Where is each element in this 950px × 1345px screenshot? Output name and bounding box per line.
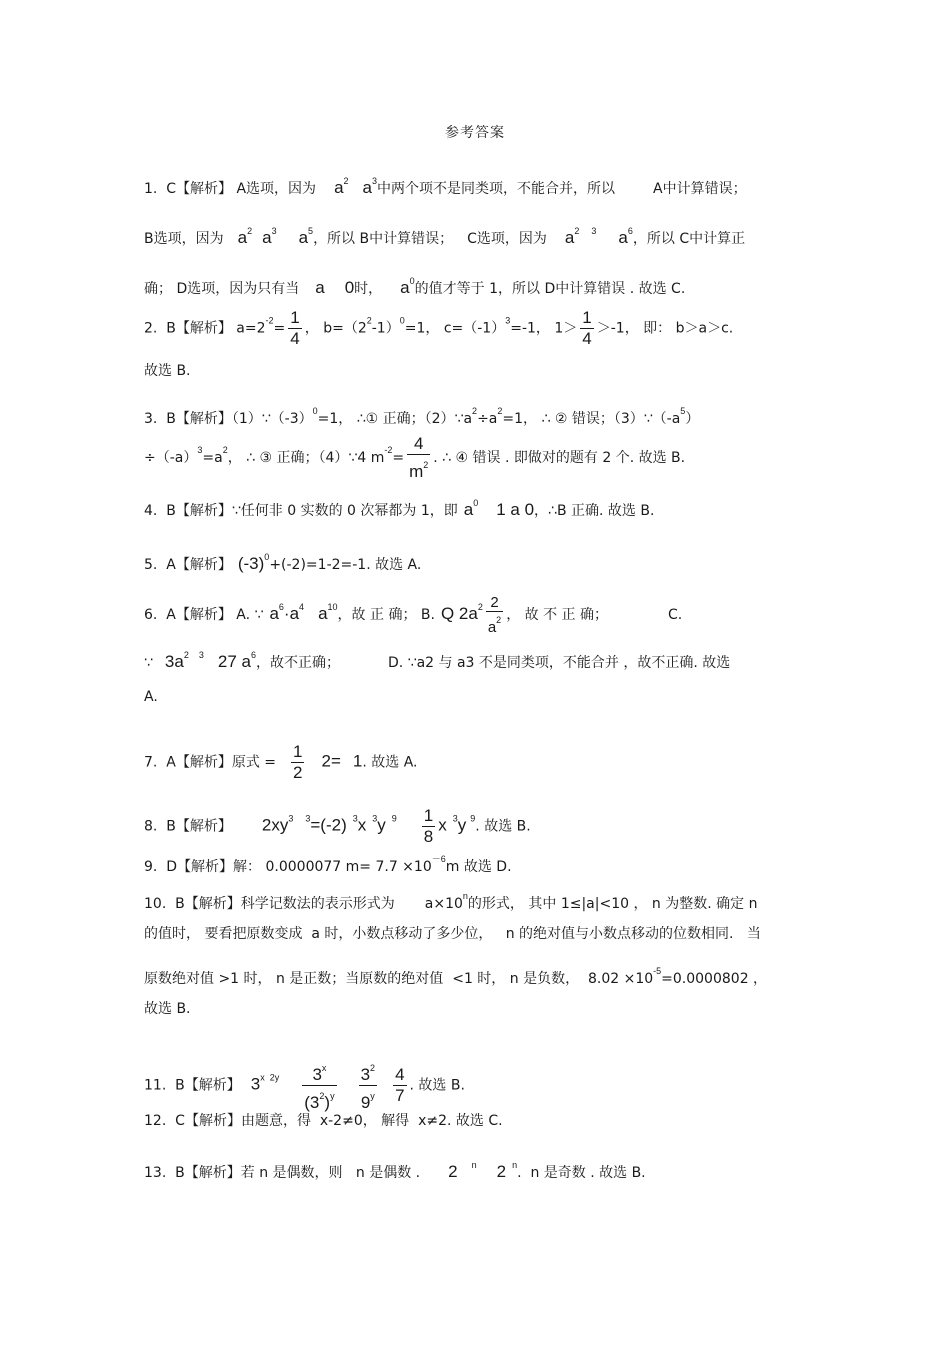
fraction: $\frac{2}{a^2}$ bbox=[487, 594, 502, 636]
answer-1-line-1: 1. C【解析】 A选项，因为 $a^2$ $a^3$中两个项不是同类项，不能合并，所以 A中计算错误； bbox=[144, 176, 747, 197]
fraction: $\frac{3^2}{9^y}$ bbox=[360, 1063, 376, 1112]
answer-11: 11. B【解析】 $3^{x 2y}$ $\frac{3^x}{(3^2)^y}$ $\frac{3^2}{9^y}$ $\frac{4}{7}$ . 故选 B. bbox=[144, 1058, 465, 1113]
fraction: $\frac{1}{4}$ bbox=[290, 308, 300, 348]
fraction: $\frac{1}{2}$ bbox=[293, 742, 303, 782]
answer-6-line-1: 6. A【解析】 A. ∵ $a^6\cdot a^4$ $a^{10}$，故 正 确； B. Q $2a^2$ $\frac{2}{a^2}$ ， 故 不 正 确； C. bbox=[144, 594, 683, 636]
answer-3-line-1: 3. B【解析】$(1)\because(-3)^0=1$， ∴① 正确；$(2)\because a^2\div a^2=1$， ∴ ② 错误；$(3)\because(-a^5)$ bbox=[144, 406, 700, 427]
fraction: $\frac{3^x}{(3^2)^y}$ bbox=[304, 1063, 335, 1112]
answer-1-line-3: 确； D选项，因为只有当 a 0时， $a^0$的值才等于 1，所以 D中计算错误 . 故选 C. bbox=[144, 276, 686, 297]
answer-8: 8. B【解析】 $2xy^3$ $^3$=(-2) $^3$x $^3$y $^9$ $\frac{1}{8}$ x $^3$y $^9$. 故选 B. bbox=[144, 806, 531, 846]
answer-10-line-1: 10. B【解析】科学记数法的表示形式为 $a\times 10^n$的形式， 其中 1≤|a|<10 ， n 为整数. 确定 n bbox=[144, 891, 758, 912]
answer-5: 5. A【解析】 $(-3)^0+(-2)=1-2=-1$. 故选 A. bbox=[144, 552, 422, 573]
answer-13: 13. B【解析】若 n 是偶数，则 n 是偶数 . 2 $^n$ 2 $^n$. n 是奇数 . 故选 B. bbox=[144, 1160, 646, 1181]
answer-6-line-3: A. bbox=[144, 689, 158, 705]
answer-4: 4. B【解析】∵任何非 0 实数的 0 次幂都为 1，即 $a^0$ 1 a 0，∴B 正确. 故选 B. bbox=[144, 498, 655, 519]
answer-3-line-2: $\div(-a)^3=a^2$， ∴ ③ 正确；（4）∵4 $m^{-2}=$ $\frac{4}{m^2}$ . ∴ ④ 错误 . 即做对的题有 2 个. 故选 B. bbox=[144, 434, 686, 481]
fraction: $\frac{1}{4}$ bbox=[582, 308, 592, 348]
answer-2-line-2: 故选 B. bbox=[144, 363, 191, 379]
answer-10-line-3: 原数绝对值 >1 时， n 是正数；当原数的绝对值 <1 时， n 是负数， $8.02 \times 10^{-5}=0.0000802$ ， bbox=[144, 966, 768, 987]
answer-2-line-1: 2. B【解析】 $a=2^{-2}=$ $\frac{1}{4}$ ， $b=(2^2-1)^0=1$， $c=(-1)^3=-1$， 1＞ $\frac{1}{4}$ ＞-1， 即： b＞a＞c. bbox=[144, 308, 734, 348]
answer-10-line-2: 的值时， 要看把原数变成 a 时，小数点移动了多少位， n 的绝对值与小数点移动的位数相同. 当 bbox=[144, 926, 761, 942]
fraction: $\frac{1}{8}$ bbox=[423, 806, 434, 846]
answer-12: 12. C【解析】由题意，得 x-2≠0， 解得 x≠2. 故选 C. bbox=[144, 1113, 503, 1129]
fraction: $\frac{4}{7}$ bbox=[395, 1065, 405, 1105]
fraction: $\frac{4}{m^2}$ bbox=[409, 434, 429, 481]
page-title: 参考答案 bbox=[445, 125, 505, 141]
answer-10-line-4: 故选 B. bbox=[144, 1001, 191, 1017]
answer-7: 7. A【解析】原式 = $\frac{1}{2}$ 2= 1. 故选 A. bbox=[144, 742, 418, 782]
answer-1-line-2: B选项，因为 $a^2$ $a^3$ $a^5$，所以 B中计算错误； C选项，因为 $a^2$ $^3$ $a^6$，所以 C中计算正 bbox=[144, 226, 746, 247]
answer-6-line-2: ∵ $3a^2$ $^3$ 27 $a^6$，故不正确； D. ∵a2 与 a3 不是同类项，不能合并 ，故不正确. 故选 bbox=[144, 650, 731, 671]
answer-9: 9. D【解析】解： 0.0000077 $m= 7.7 \times 10^{-6}m$ 故选 D. bbox=[144, 854, 512, 875]
